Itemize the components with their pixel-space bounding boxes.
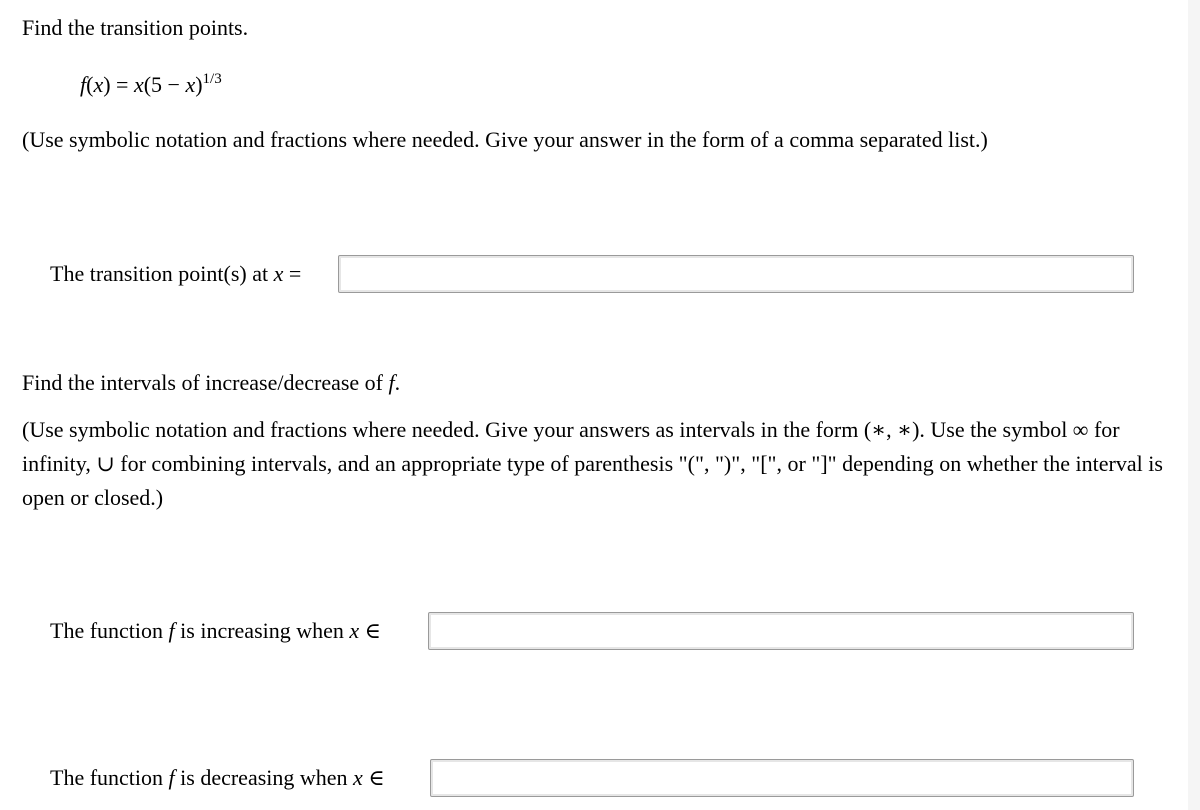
decreasing-interval-input[interactable]: [430, 759, 1134, 797]
transition-points-label: [50, 257, 301, 291]
formula-arg: (x) =: [86, 72, 134, 97]
formula-x: x: [133, 72, 144, 97]
decreasing-mid: is decreasing when: [174, 765, 354, 790]
formula-f: f: [80, 72, 87, 97]
decreasing-label: [50, 761, 385, 795]
q2-instruction-var: f: [388, 370, 395, 395]
function-formula: [80, 68, 222, 105]
q2-note: (Use symbolic notation and fractions where needed. Give your answers as intervals in the form (∗, ∗). Use the symbol ∞ for infinity, ∪ for combining intervals, and an appropriate type of parenthesis "(", ")", "[", or "]" depending on whether the interval is open or closed.): [22, 417, 1163, 510]
q2-instruction-text: Find the intervals of increase/decrease of: [22, 370, 389, 395]
increasing-mid: is increasing when: [174, 618, 350, 643]
decreasing-in: ∈: [362, 765, 385, 790]
label-text: The transition point(s) at: [50, 261, 274, 286]
decreasing-x: x: [353, 765, 363, 790]
formula-x2: x: [185, 72, 196, 97]
increasing-var: f: [168, 618, 175, 643]
increasing-interval-input[interactable]: [428, 612, 1134, 650]
decreasing-pre: The function: [50, 765, 169, 790]
q1-instruction: Find the transition points.: [22, 15, 249, 40]
increasing-x: x: [349, 618, 360, 643]
increasing-pre: The function: [50, 618, 169, 643]
formula-close: ): [195, 72, 203, 97]
increasing-in: ∈: [359, 618, 381, 643]
increasing-label: [50, 614, 381, 648]
formula-paren: (5 −: [143, 72, 186, 97]
decreasing-var: f: [168, 765, 175, 790]
page-right-edge: [1188, 0, 1200, 810]
label-eq: =: [283, 261, 302, 286]
label-var: x: [273, 261, 284, 286]
q1-note: (Use symbolic notation and fractions where needed. Give your answer in the form of a comma separated list.): [22, 127, 988, 152]
transition-points-input[interactable]: [338, 255, 1134, 293]
formula-exponent: 1/3: [202, 71, 222, 87]
q2-instruction: [22, 366, 400, 400]
q2-instruction-post: .: [394, 370, 401, 395]
